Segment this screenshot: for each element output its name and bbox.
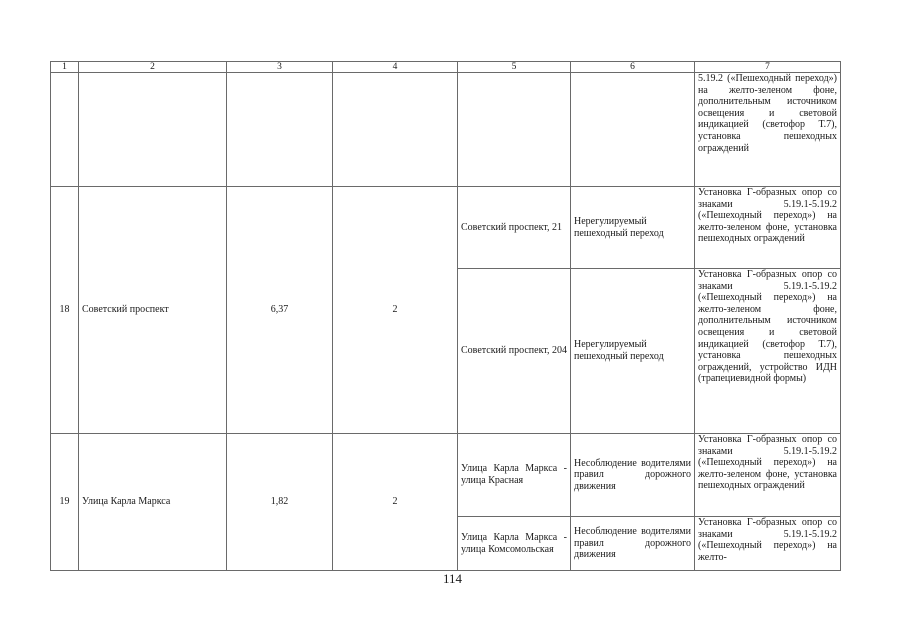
column-number: 4 (333, 62, 458, 73)
table-row (51, 187, 841, 269)
row-number-cell (51, 73, 79, 187)
measures-table (50, 61, 841, 571)
table-row (51, 73, 841, 187)
location-cell: Улица Карла Маркса - улица Красная (458, 434, 571, 517)
row-number-cell: 18 (51, 187, 79, 434)
column-number: 1 (51, 62, 79, 73)
length-cell: 1,82 (227, 434, 333, 571)
column-number: 6 (571, 62, 695, 73)
column-number: 7 (695, 62, 841, 73)
count-cell: 2 (333, 434, 458, 571)
street-cell: Советский проспект (79, 187, 227, 434)
measure-cell: Установка Г-образных опор со знаками 5.19.1-5.19.2 («Пешеходный переход») на желто-зеленом фоне, установка пешеходных ограждений (695, 187, 841, 269)
column-number: 3 (227, 62, 333, 73)
street-cell (79, 73, 227, 187)
location-cell: Советский проспект, 204 (458, 269, 571, 434)
measure-cell: Установка Г-образных опор со знаками 5.19.1-5.19.2 («Пешеходный переход») на желто- (695, 517, 841, 571)
measure-cell: 5.19.2 («Пешеходный переход») на желто-зеленом фоне, дополнительным источником освещения и световой индикацией (светофор Т.7), установка пешеходных ограждений (695, 73, 841, 187)
problem-cell: Несоблюдение водителями правил дорожного движения (571, 434, 695, 517)
location-cell (458, 73, 571, 187)
count-cell (333, 73, 458, 187)
street-cell: Улица Карла Маркса (79, 434, 227, 571)
page-number: 114 (442, 571, 463, 586)
measure-cell: Установка Г-образных опор со знаками 5.19.1-5.19.2 («Пешеходный переход») на желто-зеленом фоне, установка пешеходных ограждений (695, 434, 841, 517)
problem-cell: Несоблюдение водителями правил дорожного движения (571, 517, 695, 571)
table-row (51, 434, 841, 517)
location-cell: Улица Карла Маркса - улица Комсомольская (458, 517, 571, 571)
location-cell: Советский проспект, 21 (458, 187, 571, 269)
column-number-row (51, 62, 841, 73)
problem-cell: Нерегулируемый пешеходный переход (571, 187, 695, 269)
row-number-cell: 19 (51, 434, 79, 571)
length-cell: 6,37 (227, 187, 333, 434)
length-cell (227, 73, 333, 187)
count-cell: 2 (333, 187, 458, 434)
problem-cell (571, 73, 695, 187)
column-number: 2 (79, 62, 227, 73)
column-number: 5 (458, 62, 571, 73)
measure-cell: Установка Г-образных опор со знаками 5.19.1-5.19.2 («Пешеходный переход») на желто-зеленом фоне, дополнительным источником освещения и световой индикацией (светофор Т.7), установка пешеходных ограждений, устройство ИДН (трапециевидной формы) (695, 269, 841, 434)
problem-cell: Нерегулируемый пешеходный переход (571, 269, 695, 434)
